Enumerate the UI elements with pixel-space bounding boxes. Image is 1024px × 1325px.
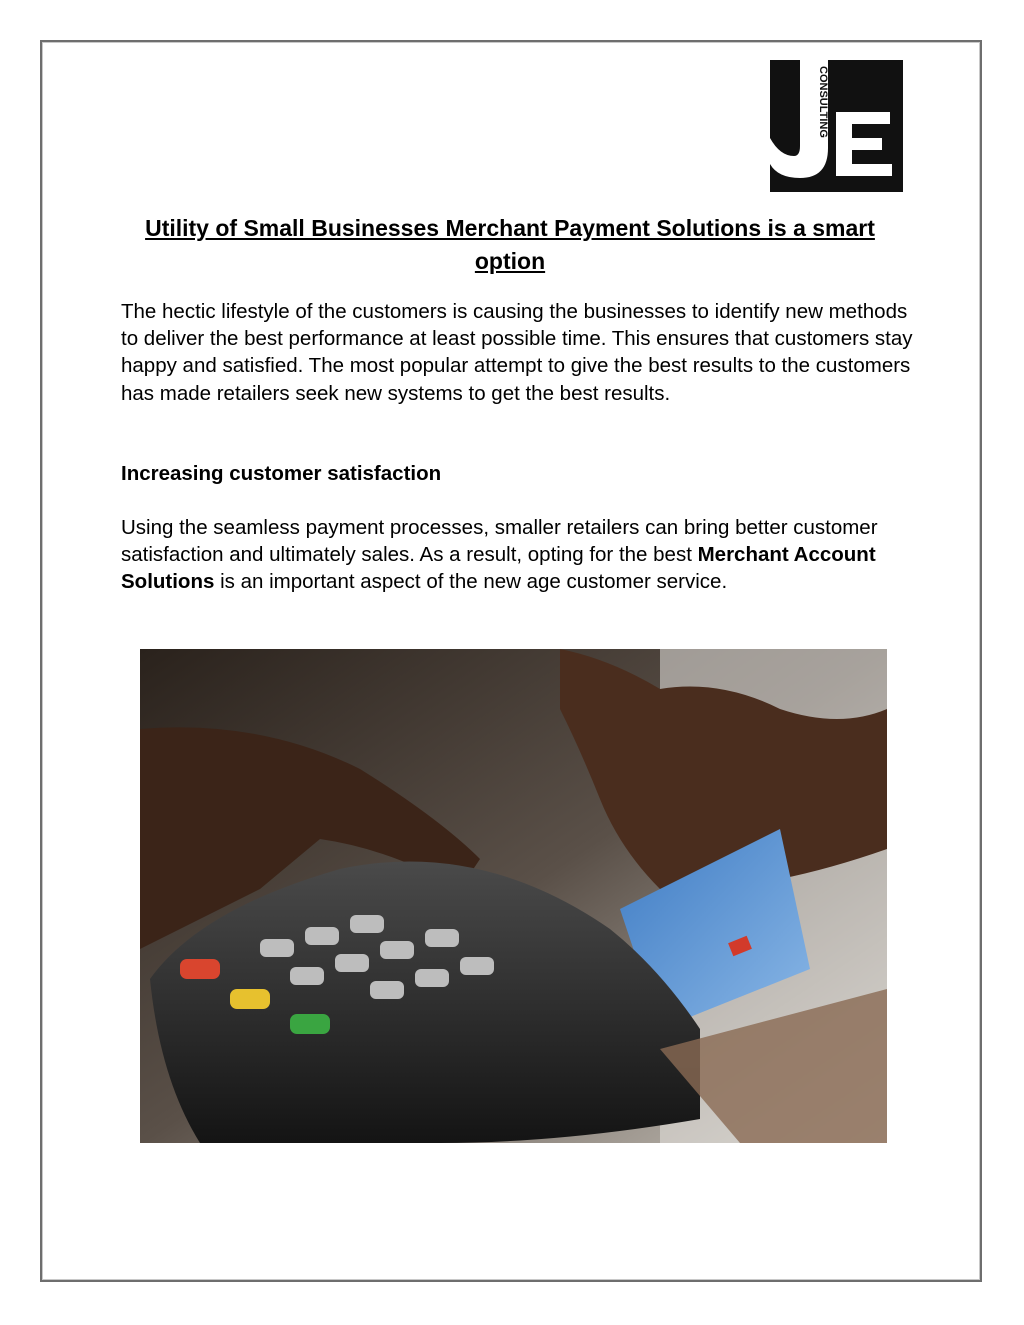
intro-paragraph: The hectic lifestyle of the customers is causing the businesses to identify new methods to deliver the best performance at least possible time. This ensures that customers stay happy and satisfied. The most popular attempt to give the best results to the customers has made retailers seek new systems to get the best results. (121, 300, 913, 405)
company-logo (770, 60, 903, 192)
section-heading: Increasing customer satisfaction (121, 462, 442, 485)
document-title: Utility of Small Businesses Merchant Payment Solutions is a smart option (145, 215, 875, 274)
paragraph-text-start: Using the seamless payment processes, smaller retailers can bring better customer satisfaction and ultimately sales. As a result, opting for the best (121, 516, 878, 567)
paragraph-text-end: is an important aspect of the new age customer service. (214, 570, 728, 594)
body-paragraph (121, 514, 921, 596)
logo-text: CONSULTING (817, 66, 829, 138)
card-payment-terminal-photo (140, 649, 887, 1143)
merchant-account-solutions-text: Merchant Account Solutions (121, 543, 876, 594)
